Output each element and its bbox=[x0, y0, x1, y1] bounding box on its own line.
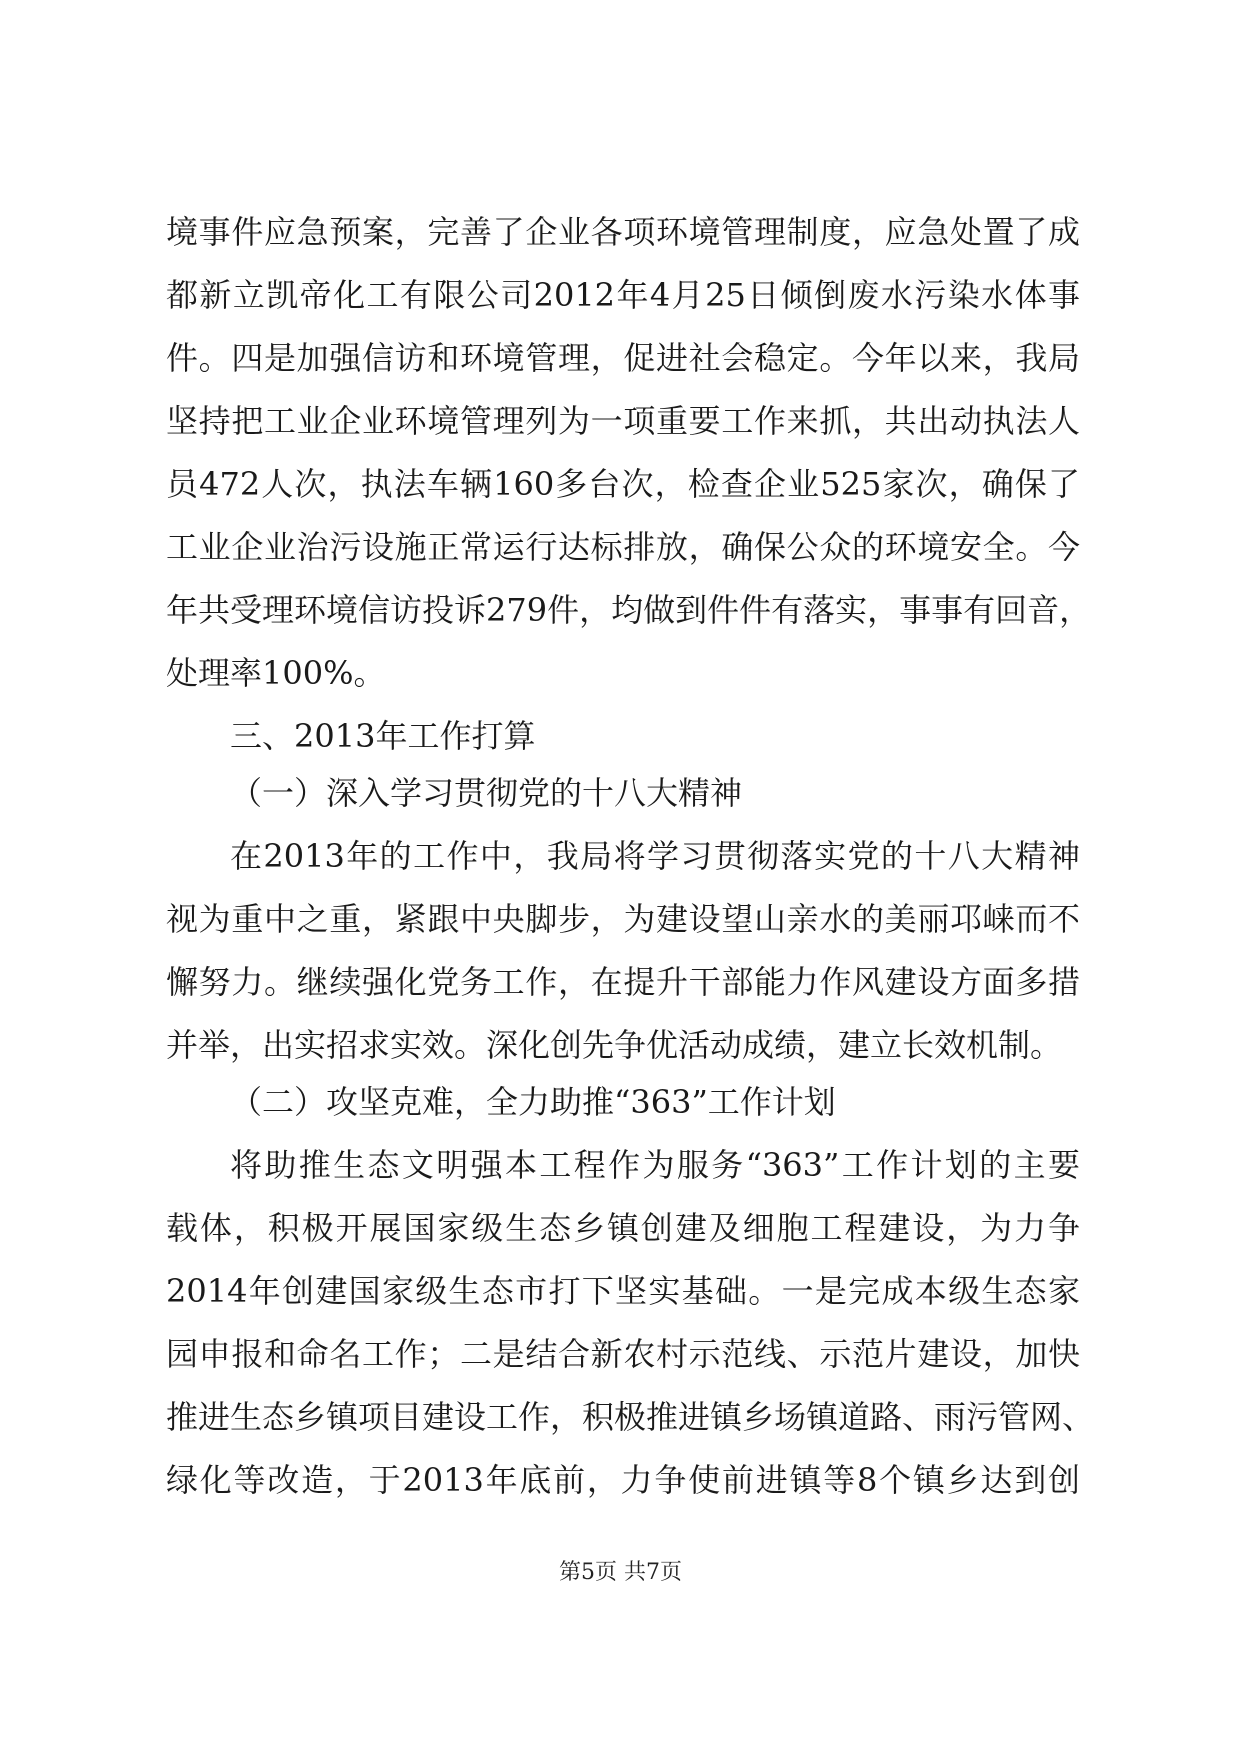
body-line-11: 懈努力。继续强化党务工作，在提升干部能力作风建设方面多措 bbox=[166, 963, 1080, 1001]
body-line-10: 视为重中之重，紧跟中央脚步，为建设望山亲水的美丽邛崃而不 bbox=[166, 900, 1080, 938]
subheading-1: （一）深入学习贯彻党的十八大精神 bbox=[230, 774, 743, 812]
body-line-18: 绿化等改造，于2013年底前，力争使前进镇等8个镇乡达到创 bbox=[166, 1461, 1080, 1499]
body-line-1: 境事件应急预案，完善了企业各项环境管理制度，应急处置了成 bbox=[166, 213, 1080, 251]
body-line-5: 员472人次，执法车辆160多台次，检查企业525家次，确保了 bbox=[166, 465, 1080, 503]
section-heading-3: 三、2013年工作打算 bbox=[230, 717, 536, 755]
body-line-13: 将助推生态文明强本工程作为服务“363”工作计划的主要 bbox=[230, 1146, 1080, 1184]
body-line-12: 并举，出实招求实效。深化创先争优活动成绩，建立长效机制。 bbox=[166, 1026, 1063, 1064]
subheading-2: （二）攻坚克难，全力助推“363”工作计划 bbox=[230, 1083, 836, 1121]
body-line-14: 载体，积极开展国家级生态乡镇创建及细胞工程建设，为力争 bbox=[166, 1209, 1080, 1247]
body-line-7: 年共受理环境信访投诉279件，均做到件件有落实，事事有回音， bbox=[166, 591, 1092, 629]
body-line-15: 2014年创建国家级生态市打下坚实基础。一是完成本级生态家 bbox=[166, 1272, 1080, 1310]
body-line-9: 在2013年的工作中，我局将学习贯彻落实党的十八大精神 bbox=[230, 837, 1080, 875]
body-line-16: 园申报和命名工作；二是结合新农村示范线、示范片建设，加快 bbox=[166, 1335, 1080, 1373]
body-line-17: 推进生态乡镇项目建设工作，积极推进镇乡场镇道路、雨污管网、 bbox=[166, 1398, 1095, 1436]
body-line-2: 都新立凯帝化工有限公司2012年4月25日倾倒废水污染水体事 bbox=[166, 276, 1080, 314]
body-line-3: 件。四是加强信访和环境管理，促进社会稳定。今年以来，我局 bbox=[166, 339, 1080, 377]
body-line-6: 工业企业治污设施正常运行达标排放，确保公众的环境安全。今 bbox=[166, 528, 1080, 566]
page-number-footer: 第5页 共7页 bbox=[559, 1560, 682, 1585]
body-line-4: 坚持把工业企业环境管理列为一项重要工作来抓，共出动执法人 bbox=[166, 402, 1080, 440]
body-line-8: 处理率100%。 bbox=[166, 654, 386, 692]
